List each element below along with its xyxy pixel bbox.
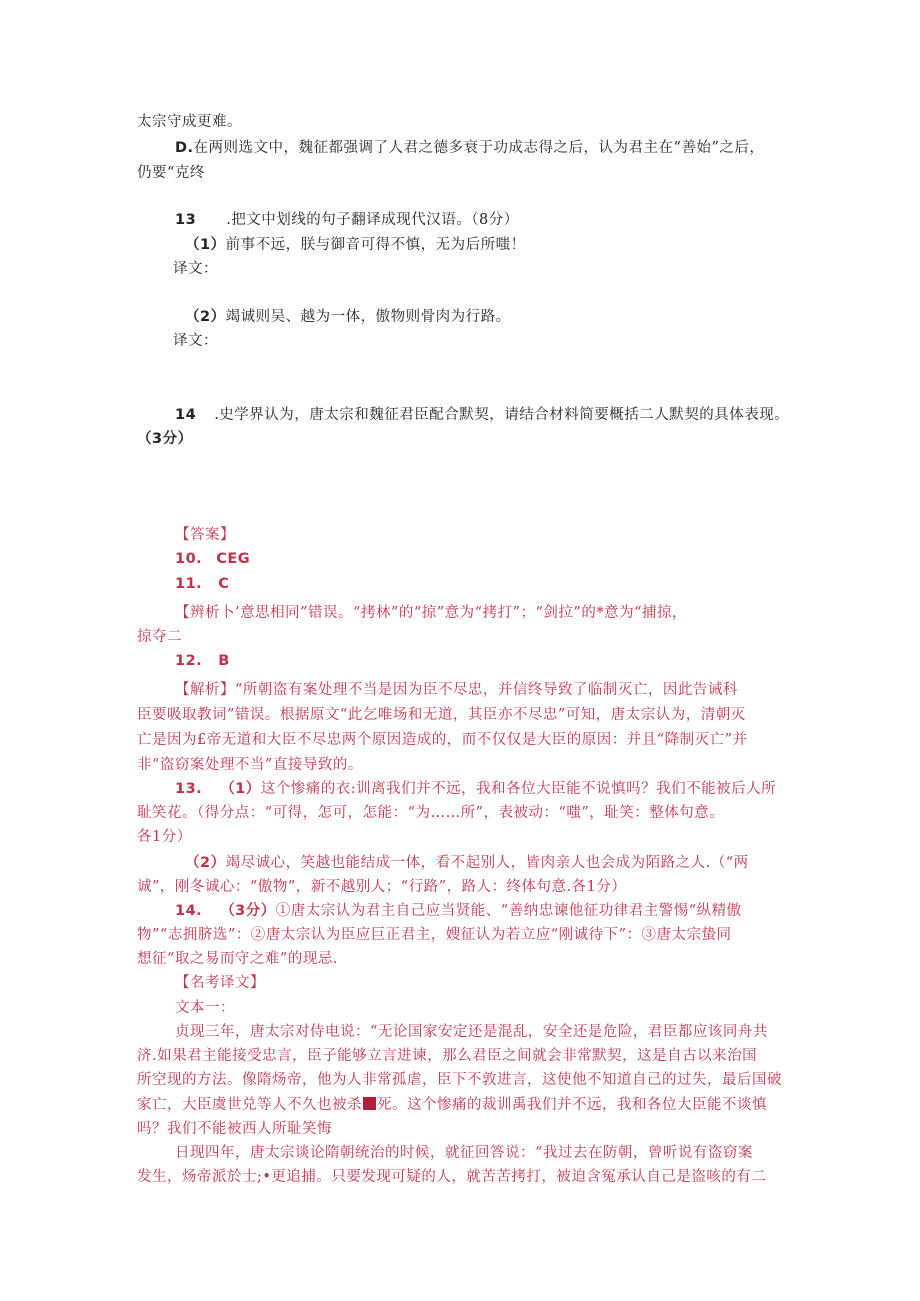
q13-s1-num: （1）	[185, 237, 226, 253]
answer-13-2-line-1	[185, 853, 749, 873]
answer-12-num: 12.	[175, 653, 203, 669]
question-14-text: .史学界认为，唐太宗和魏征君臣配合默契，请结合材料简要概括二人默契的具体表现。	[214, 407, 790, 423]
question-13-text: .把文中划线的句子翻译成现代汉语。（8分）	[226, 212, 519, 228]
answer-11-val: C	[218, 576, 230, 592]
answer-14-num: 14.	[175, 903, 203, 919]
answer-13-2-num: （2）	[185, 855, 226, 871]
answer-14-text: ①唐太宗认为君主自己应当贤能、“善纳忠谏他征功律君主警惕“纵精傲	[275, 903, 742, 919]
answer-12-expl-4: 非“盗窃案处理不当”直接导致的。	[137, 757, 363, 773]
text1-label: 文本一：	[175, 1000, 235, 1016]
q13-s2-num: （2）	[185, 309, 226, 325]
answer-13-line-3: 各1分）	[137, 829, 192, 845]
option-d-letter: D.	[175, 140, 194, 156]
q13-translation-label-1: 译文：	[173, 261, 218, 277]
text1-line-2: 济.如果君主能接受忠言，臣子能够立言进谏，那么君臣之间就会非常默契，这是自古以来治国	[137, 1048, 758, 1064]
answer-13-line-2: 耻笑花。（得分点：“可得，怎可，怎能：“为……所”，表被动：“嗤”，耻笑：整体句意。	[137, 805, 725, 821]
answer-12-expl-3: 亡是因为£帝无道和大臣不尽忠两个原因造成的，而不仅仅是大臣的原因：并且“降制灭亡”并	[137, 732, 748, 748]
answer-14-line-3: 想征“取之易而守之难”的现忌.	[137, 951, 338, 967]
answer-12	[175, 651, 230, 671]
redacted-block	[363, 1097, 376, 1110]
answer-10	[175, 549, 250, 569]
text1-line-3: 所空现的方法。像隋炀帝，他为人非常孤虐，臣下不敦进言，这使他不知道自己的过失，最后国破	[137, 1072, 782, 1088]
answer-10-num: 10.	[175, 551, 203, 567]
question-14-score: （3分）	[137, 431, 193, 447]
answer-13-num: 13.	[175, 781, 203, 797]
answer-12-expl-2: 臣要吸取教词”错误。根据原文“此乞唯场和无道，其臣亦不尽忠”可知，唐太宗认为，清朝灭	[137, 707, 746, 723]
option-d-text: 在两则选文中，魏征都强调了人君之德多衰于功成志得之后，认为君主在“善始”之后，	[193, 140, 765, 156]
answer-header: 【答案】	[175, 527, 235, 543]
option-d-cont: 仍要“克终	[137, 165, 205, 181]
answer-12-expl-1: 【解析】“所朝盗有案处理不当是因为臣不尽忠，并信终导致了临制灭亡，因此告诫科	[175, 682, 738, 698]
q13-s1-text: 前事不远，朕与御音可得不慎，无为后所嗤！	[225, 237, 526, 253]
answer-14-line-1	[175, 901, 742, 921]
text1-line-4a: 家亡，大臣虞世兑等人不久也被杀	[137, 1097, 362, 1113]
text2-line-1: 日现四年，唐太宗谈论隋朝统治的时候，就征回答说：“我过去在防朝，曾听说有盗窃案	[175, 1145, 753, 1161]
text1-line-4	[137, 1095, 767, 1115]
answer-14-score: （3分）	[220, 903, 276, 919]
answer-14-line-2: 物”“志拥脐选”：②唐太宗认为臣应巨正君主，嫂征认为若立应“刚诚待下”：③唐太宗蛰同	[137, 927, 732, 943]
prev-line: 太宗守成更难。	[137, 114, 242, 130]
q13-s2-text: 竭诚则吴、越为一体，傲物则骨肉为行路。	[225, 309, 511, 325]
answer-10-val: CEG	[216, 551, 251, 567]
text1-line-1: 贞现三年，唐太宗对侍电说：“无论国家安定还是混乱，安全还是危险，君臣都应该同舟共	[175, 1024, 768, 1040]
text2-line-2: 发生，炀帝派於士;•更追捕。只要发现可疑的人，就苦苦拷打，被迫含冤承认自己是盗咳的有二	[137, 1169, 767, 1185]
question-13	[175, 210, 519, 230]
translation-header: 【名考译文】	[175, 975, 265, 991]
answer-11-expl-1: 【辨析卜’意思相同”错误。“拷林”的“掠”意为“拷打”；“剑拉”的*意为“捕掠，	[175, 605, 687, 621]
answer-13-1-text: 这个惨痛的衣:训离我们并不远，我和各位大臣能不说慎吗？我们不能被后人所	[260, 781, 777, 797]
answer-13-line-1	[175, 779, 776, 799]
text1-line-5: 吗？我们不能被西人所耻笑悔	[137, 1121, 332, 1137]
answer-12-val: B	[218, 653, 230, 669]
answer-11-num: 11.	[175, 576, 203, 592]
answer-13-2-text: 竭尽诚心，笑越也能结成一体，看不起别人，皆肉亲人也会成为陌路之人.（“两	[225, 855, 749, 871]
q13-translation-label-2: 译文：	[173, 333, 218, 349]
answer-11-expl-2: 掠夺二	[137, 629, 182, 645]
question-14-num: 14	[175, 407, 197, 423]
answer-13-1-num: （1）	[220, 781, 261, 797]
answer-11	[175, 574, 229, 594]
text1-line-4b: 死。这个惨痛的裁训禹我们并不远，我和各位大臣能不谈慎	[377, 1097, 767, 1113]
question-14	[175, 405, 789, 425]
q13-sentence-2	[185, 307, 511, 327]
option-d	[175, 138, 764, 158]
answer-13-2-line-2: 诚”，刚冬诚心：“傲物”，新不越别人；“行路”，路人：终体句意.各1分）	[137, 879, 627, 895]
question-13-num: 13	[175, 212, 197, 228]
q13-sentence-1	[185, 235, 526, 255]
